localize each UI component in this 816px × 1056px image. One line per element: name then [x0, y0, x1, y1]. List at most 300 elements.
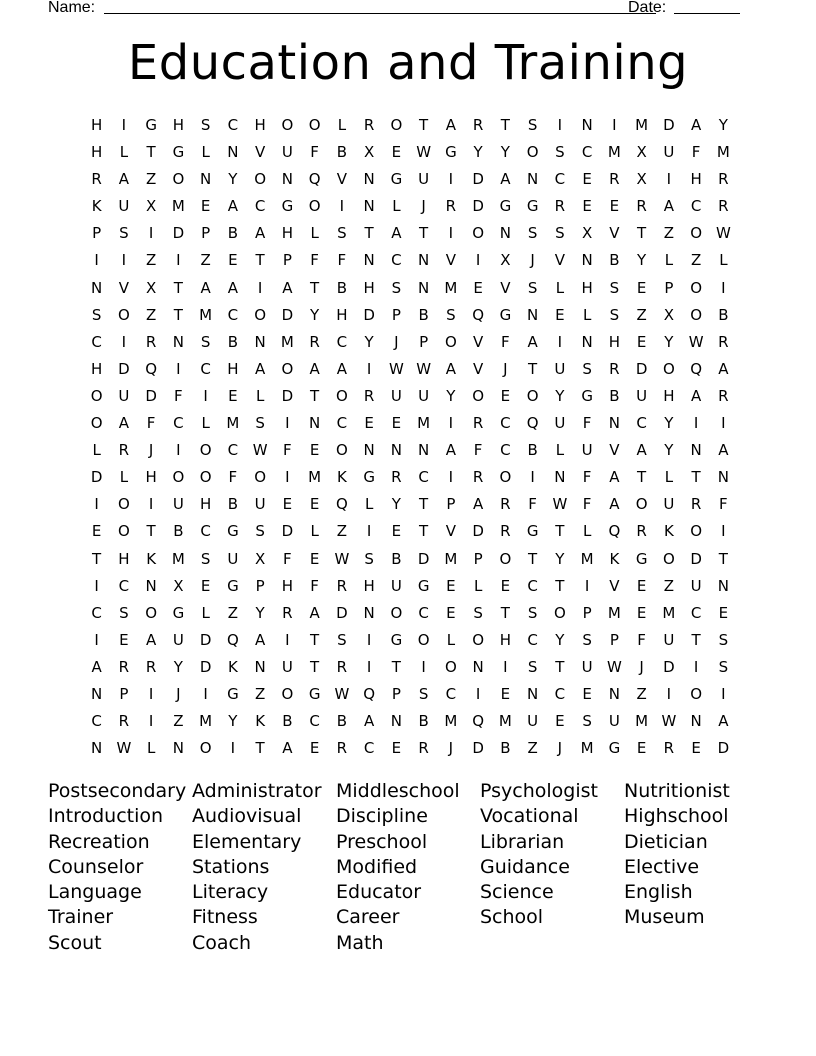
grid-letter: E — [200, 197, 211, 216]
word-bank-item: Educator — [336, 881, 422, 904]
grid-letter: T — [310, 630, 320, 649]
grid-letter: G — [172, 603, 185, 622]
grid-letter: P — [119, 684, 129, 703]
grid-letter: H — [690, 170, 702, 189]
grid-letter: N — [91, 684, 103, 703]
grid-letter: O — [444, 332, 457, 351]
grid-letter: E — [391, 522, 402, 541]
grid-letter: S — [200, 549, 211, 568]
word-bank-item: Vocational — [480, 805, 579, 828]
grid-letter: U — [254, 495, 266, 514]
grid-row — [83, 654, 738, 681]
grid-letter: A — [718, 441, 729, 460]
grid-letter: H — [90, 359, 103, 378]
grid-letter: C — [500, 414, 511, 433]
grid-letter: L — [664, 468, 674, 487]
grid-letter: A — [282, 739, 293, 758]
grid-letter: E — [391, 414, 402, 433]
grid-letter: I — [366, 657, 372, 676]
grid-letter: C — [336, 414, 348, 433]
grid-row — [83, 708, 738, 735]
grid-letter: A — [609, 495, 620, 514]
grid-letter: S — [119, 224, 129, 243]
grid-letter: D — [717, 739, 730, 758]
grid-letter: A — [91, 657, 102, 676]
grid-letter: P — [391, 684, 401, 703]
word-column — [48, 779, 192, 956]
grid-letter: A — [363, 712, 375, 731]
grid-letter: G — [227, 576, 239, 595]
grid-letter: N — [527, 170, 539, 189]
grid-letter: L — [582, 522, 592, 541]
grid-letter: L — [446, 630, 456, 649]
grid-letter: E — [582, 684, 592, 703]
grid-letter: T — [310, 386, 320, 405]
grid-letter: O — [281, 359, 294, 378]
grid-letter: R — [145, 657, 157, 676]
grid-letter: P — [282, 251, 292, 270]
grid-letter: E — [500, 576, 511, 595]
grid-letter: O — [117, 495, 130, 514]
grid-letter: R — [663, 739, 675, 758]
grid-letter: O — [281, 684, 294, 703]
grid-letter: R — [636, 522, 647, 541]
grid-letter: O — [690, 684, 703, 703]
grid-letter: G — [608, 739, 621, 758]
grid-row — [83, 383, 738, 410]
grid-letter: N — [91, 278, 103, 297]
grid-letter: T — [500, 116, 510, 134]
grid-letter: V — [118, 278, 129, 297]
grid-letter: A — [391, 224, 402, 243]
grid-letter: X — [173, 576, 184, 595]
grid-letter: I — [693, 657, 699, 676]
grid-letter: U — [663, 495, 675, 514]
word-bank-item: Elective — [624, 855, 700, 878]
grid-letter: A — [445, 116, 456, 134]
grid-letter: U — [581, 657, 593, 676]
grid-letter: L — [119, 143, 129, 162]
grid-letter: I — [121, 116, 127, 134]
grid-letter: O — [472, 224, 485, 243]
grid-letter: K — [146, 549, 157, 568]
grid-letter: S — [255, 522, 265, 541]
grid-letter: E — [200, 576, 211, 595]
grid-letter: W — [715, 224, 731, 243]
grid-letter: G — [499, 305, 512, 324]
grid-letter: O — [690, 278, 703, 297]
grid-letter: R — [336, 739, 348, 758]
grid-letter: Q — [690, 359, 703, 378]
grid-letter: R — [472, 414, 484, 433]
grid-letter: S — [364, 549, 374, 568]
grid-letter: V — [609, 224, 620, 243]
grid-letter: H — [363, 576, 375, 595]
grid-letter: O — [254, 170, 267, 189]
grid-letter: I — [94, 576, 99, 595]
grid-letter: C — [227, 441, 239, 460]
grid-letter: G — [308, 684, 321, 703]
grid-letter: Y — [446, 386, 456, 405]
word-column — [480, 779, 624, 956]
grid-letter: B — [527, 441, 538, 460]
grid-letter: R — [636, 197, 647, 216]
grid-letter: I — [693, 414, 699, 433]
word-bank-item: Dietician — [624, 830, 708, 853]
grid-letter: U — [172, 630, 184, 649]
grid-letter: H — [363, 278, 375, 297]
grid-letter: O — [335, 386, 348, 405]
grid-row — [83, 518, 738, 545]
grid-letter: O — [117, 522, 130, 541]
grid-letter: U — [281, 657, 293, 676]
grid-letter: S — [418, 684, 429, 703]
grid-letter: R — [445, 197, 457, 216]
grid-letter: E — [555, 305, 565, 324]
grid-letter: T — [255, 251, 265, 270]
letter-grid — [83, 112, 738, 762]
grid-letter: H — [254, 116, 266, 134]
grid-letter: N — [608, 414, 620, 433]
grid-letter: C — [500, 441, 511, 460]
grid-letter: U — [227, 549, 239, 568]
grid-letter: D — [281, 522, 294, 541]
grid-letter: G — [581, 386, 593, 405]
grid-letter: Y — [228, 712, 238, 731]
grid-letter: H — [145, 468, 157, 487]
grid-letter: O — [199, 739, 212, 758]
word-bank-item: Introduction — [48, 805, 164, 828]
grid-row — [83, 735, 738, 762]
grid-letter: A — [690, 116, 702, 134]
grid-letter: G — [227, 684, 239, 703]
header-line — [48, 0, 740, 20]
grid-letter: I — [94, 630, 99, 649]
grid-letter: N — [281, 170, 293, 189]
grid-letter: P — [391, 305, 401, 324]
word-bank-item: Math — [336, 931, 384, 954]
grid-letter: L — [92, 441, 101, 460]
grid-letter: Y — [637, 251, 647, 270]
grid-letter: S — [200, 116, 211, 134]
grid-row — [83, 112, 738, 139]
grid-letter: H — [608, 332, 621, 351]
grid-letter: O — [690, 305, 703, 324]
grid-letter: B — [336, 278, 348, 297]
grid-letter: D — [336, 603, 348, 622]
grid-letter: C — [554, 170, 566, 189]
grid-letter: C — [91, 332, 102, 351]
grid-letter: E — [609, 197, 620, 216]
grid-letter: O — [308, 197, 321, 216]
grid-letter: R — [718, 170, 729, 189]
grid-letter: F — [310, 143, 319, 162]
name-blank-line — [104, 13, 656, 14]
grid-letter: X — [363, 143, 375, 162]
grid-letter: N — [363, 170, 375, 189]
grid-row — [83, 356, 738, 383]
grid-letter: I — [721, 522, 726, 541]
word-bank-item: Career — [336, 906, 400, 929]
grid-letter: Y — [555, 549, 565, 568]
grid-letter: C — [418, 468, 429, 487]
grid-letter: V — [472, 359, 484, 378]
word-bank-item: Recreation — [48, 830, 150, 853]
grid-letter: I — [339, 197, 345, 216]
word-bank — [48, 779, 788, 956]
grid-letter: I — [203, 684, 208, 703]
grid-letter: U — [527, 712, 539, 731]
grid-letter: W — [606, 657, 622, 676]
grid-letter: D — [363, 305, 375, 324]
grid-letter: I — [230, 739, 236, 758]
grid-letter: W — [116, 739, 132, 758]
grid-letter: N — [581, 332, 593, 351]
word-bank-item: Audiovisual — [192, 805, 302, 828]
grid-letter: G — [390, 630, 403, 649]
grid-letter: A — [118, 170, 129, 189]
word-bank-item: Fitness — [192, 906, 258, 929]
grid-letter: M — [607, 143, 621, 162]
grid-letter: I — [721, 684, 726, 703]
grid-letter: T — [173, 305, 183, 324]
grid-letter: T — [419, 224, 429, 243]
grid-letter: A — [309, 603, 320, 622]
grid-letter: Y — [664, 441, 674, 460]
grid-letter: C — [418, 603, 429, 622]
grid-letter: X — [636, 170, 647, 189]
grid-letter: Z — [145, 251, 157, 270]
grid-letter: F — [310, 251, 319, 270]
grid-letter: A — [336, 359, 347, 378]
word-bank-item: Language — [48, 881, 142, 904]
word-bank-item: Middleschool — [336, 780, 460, 802]
grid-letter: P — [446, 495, 456, 514]
grid-letter: F — [691, 143, 701, 162]
grid-letter: J — [421, 197, 426, 216]
grid-letter: L — [392, 197, 401, 216]
grid-row — [83, 247, 738, 274]
grid-letter: I — [721, 278, 726, 297]
grid-letter: D — [90, 468, 103, 487]
word-bank-item: Psychologist — [480, 780, 598, 802]
grid-letter: Z — [663, 576, 675, 595]
grid-letter: B — [227, 495, 239, 514]
grid-letter: Q — [363, 684, 376, 703]
grid-row — [83, 166, 738, 193]
grid-letter: G — [635, 549, 648, 568]
grid-letter: N — [227, 143, 239, 162]
grid-letter: C — [309, 712, 320, 731]
grid-letter: E — [309, 549, 320, 568]
grid-letter: G — [145, 116, 157, 134]
word-bank-item: Coach — [192, 931, 252, 954]
grid-row — [83, 546, 738, 573]
grid-letter: T — [691, 630, 701, 649]
grid-letter: Z — [227, 603, 239, 622]
grid-letter: F — [310, 576, 319, 595]
grid-letter: M — [498, 712, 512, 731]
grid-letter: A — [254, 359, 266, 378]
grid-letter: B — [336, 712, 348, 731]
grid-letter: M — [716, 143, 730, 162]
grid-letter: D — [472, 522, 484, 541]
grid-letter: U — [118, 197, 130, 216]
grid-letter: Z — [173, 712, 184, 731]
grid-letter: F — [283, 549, 292, 568]
grid-letter: R — [336, 657, 348, 676]
grid-letter: A — [145, 630, 157, 649]
word-bank-item: Librarian — [480, 830, 565, 853]
grid-letter: N — [499, 224, 511, 243]
grid-letter: S — [255, 414, 265, 433]
grid-letter: A — [200, 278, 211, 297]
grid-letter: M — [580, 549, 594, 568]
grid-letter: N — [717, 576, 729, 595]
grid-letter: N — [418, 441, 430, 460]
grid-letter: S — [337, 630, 347, 649]
grid-letter: B — [500, 739, 511, 758]
grid-letter: L — [555, 278, 565, 297]
grid-letter: V — [554, 251, 565, 270]
word-bank-item: Science — [480, 881, 554, 904]
grid-letter: N — [418, 278, 430, 297]
grid-letter: A — [227, 197, 238, 216]
grid-letter: T — [528, 359, 538, 378]
grid-letter: Z — [145, 170, 157, 189]
grid-letter: B — [336, 143, 348, 162]
grid-letter: I — [448, 224, 454, 243]
grid-letter: T — [691, 468, 701, 487]
grid-letter: R — [91, 170, 102, 189]
grid-letter: X — [581, 224, 593, 243]
grid-letter: R — [363, 386, 375, 405]
grid-letter: E — [119, 630, 129, 649]
grid-letter: Z — [145, 305, 157, 324]
grid-letter: X — [663, 305, 675, 324]
grid-letter: E — [555, 712, 565, 731]
grid-letter: Q — [335, 495, 348, 514]
grid-letter: W — [661, 712, 677, 731]
grid-letter: V — [336, 170, 347, 189]
grid-letter: M — [308, 468, 322, 487]
grid-letter: L — [364, 495, 374, 514]
grid-letter: G — [499, 197, 512, 216]
grid-letter: H — [499, 630, 512, 649]
grid-row — [83, 329, 738, 356]
grid-row — [83, 275, 738, 302]
grid-row — [83, 302, 738, 329]
grid-letter: S — [527, 657, 538, 676]
grid-letter: A — [445, 441, 456, 460]
grid-letter: A — [609, 468, 620, 487]
grid-letter: Q — [526, 414, 539, 433]
grid-letter: G — [281, 197, 294, 216]
grid-letter: N — [581, 251, 593, 270]
grid-letter: N — [690, 441, 702, 460]
grid-letter: V — [445, 251, 456, 270]
grid-letter: O — [444, 657, 457, 676]
grid-letter: L — [310, 224, 319, 243]
grid-letter: N — [200, 170, 212, 189]
grid-letter: D — [663, 657, 675, 676]
grid-letter: U — [118, 386, 130, 405]
grid-letter: V — [609, 441, 620, 460]
grid-letter: X — [500, 251, 511, 270]
grid-letter: T — [310, 657, 320, 676]
grid-letter: D — [690, 549, 702, 568]
grid-letter: H — [336, 305, 348, 324]
grid-letter: A — [227, 278, 238, 297]
grid-letter: O — [417, 630, 430, 649]
grid-letter: J — [394, 332, 399, 351]
grid-letter: J — [176, 684, 181, 703]
grid-letter: Y — [391, 495, 401, 514]
grid-letter: J — [448, 739, 454, 758]
grid-letter: U — [418, 170, 430, 189]
grid-letter: I — [148, 712, 154, 731]
grid-letter: H — [281, 224, 294, 243]
grid-letter: N — [690, 712, 702, 731]
grid-letter: N — [363, 197, 375, 216]
grid-letter: B — [718, 305, 729, 324]
grid-letter: G — [417, 576, 430, 595]
grid-letter: M — [444, 712, 458, 731]
grid-letter: O — [199, 468, 212, 487]
grid-letter: W — [334, 684, 350, 703]
word-bank-item: Scout — [48, 931, 102, 954]
grid-letter: O — [472, 630, 485, 649]
grid-letter: O — [662, 549, 675, 568]
grid-letter: Y — [364, 332, 374, 351]
grid-letter: C — [91, 712, 102, 731]
grid-letter: F — [146, 414, 156, 433]
grid-letter: N — [363, 441, 375, 460]
grid-letter: Q — [308, 170, 321, 189]
page-title: Education and Training — [127, 35, 689, 91]
grid-letter: N — [309, 414, 321, 433]
grid-letter: Q — [472, 305, 485, 324]
grid-letter: O — [172, 170, 185, 189]
grid-letter: M — [635, 116, 649, 134]
grid-letter: U — [390, 576, 402, 595]
grid-letter: W — [552, 495, 568, 514]
grid-letter: E — [391, 143, 402, 162]
grid-letter: M — [199, 305, 213, 324]
grid-letter: Z — [663, 224, 675, 243]
grid-letter: L — [719, 251, 728, 270]
grid-letter: A — [527, 332, 538, 351]
grid-row — [83, 627, 738, 654]
grid-letter: O — [390, 116, 403, 134]
grid-letter: R — [363, 116, 375, 134]
grid-letter: R — [718, 386, 729, 405]
grid-letter: I — [148, 224, 154, 243]
grid-letter: L — [664, 251, 674, 270]
grid-row — [83, 681, 738, 708]
grid-letter: Q — [226, 630, 239, 649]
grid-letter: S — [582, 630, 592, 649]
grid-letter: U — [581, 441, 593, 460]
grid-letter: P — [582, 603, 592, 622]
grid-letter: S — [609, 305, 620, 324]
word-bank-item: Museum — [624, 906, 705, 929]
grid-letter: D — [635, 359, 648, 378]
grid-letter: U — [172, 495, 184, 514]
grid-letter: D — [281, 386, 294, 405]
grid-letter: E — [364, 414, 374, 433]
grid-letter: H — [90, 116, 103, 134]
